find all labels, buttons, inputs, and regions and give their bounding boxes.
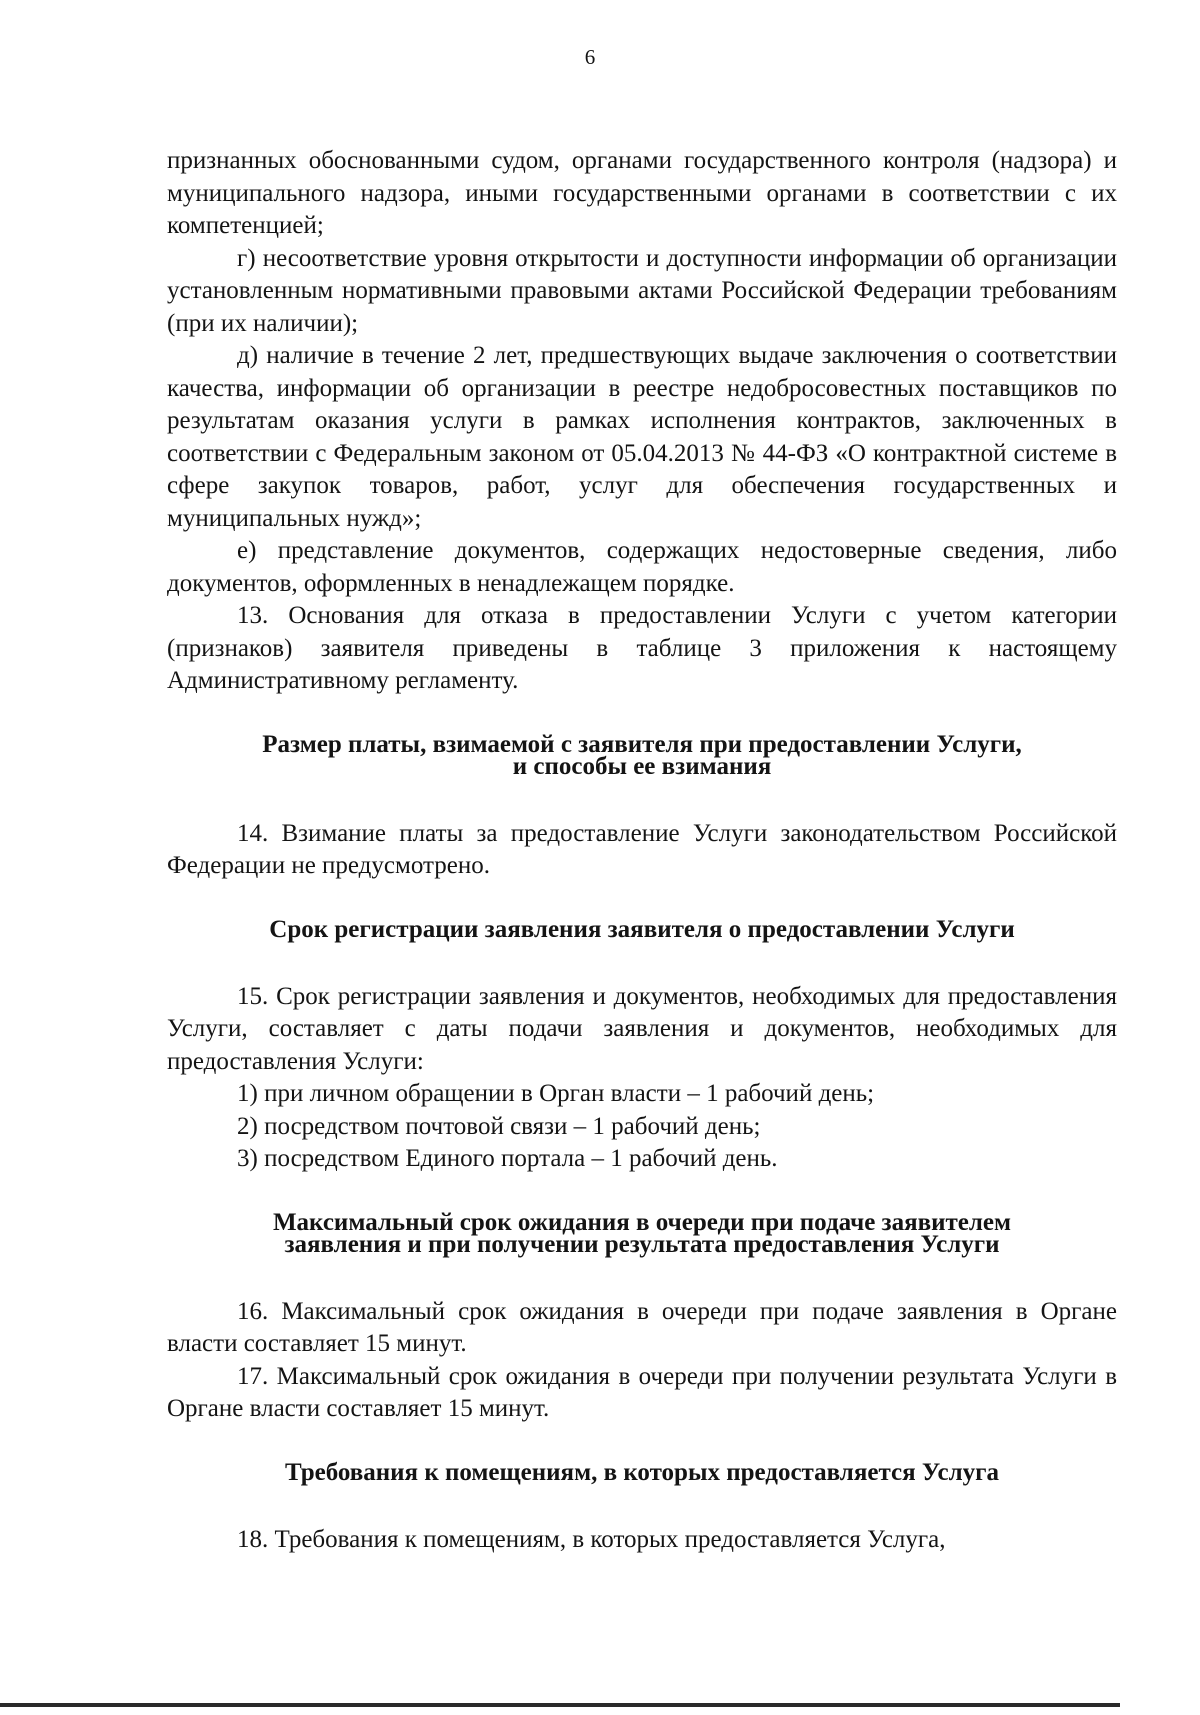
spacer bbox=[167, 941, 1117, 981]
paragraph: е) представление документов, содержащих недостоверные сведения, либо документов, оформленных в ненадлежащем порядке. bbox=[167, 537, 1117, 597]
section-heading: Размер платы, взимаемой с заявителя при предоставлении Услуги, и способы ее взимания bbox=[262, 730, 1022, 780]
paragraph: 17. Максимальный срок ожидания в очереди при получении результата Услуги в Органе власти составляет 15 минут. bbox=[167, 1362, 1117, 1422]
spacer bbox=[167, 778, 1117, 818]
paragraph: д) наличие в течение 2 лет, предшествующих выдаче заключения о соответствии качества, информации об организации в реестре недобросовестных поставщиков по результатам оказания услуги в рамках исполнения контрактов, заключенных в соответствии с Федеральным законом от 05.04.2013 № 44-ФЗ «О контрактной системе в сфере закупок товаров, работ, услуг для обеспечения государственных и муниципальных нужд»; bbox=[167, 342, 1117, 532]
section-heading: Максимальный срок ожидания в очереди при подаче заявителем заявления и при получении результата предоставления Услуги bbox=[272, 1208, 1012, 1258]
spacer bbox=[167, 1176, 1117, 1212]
spacer bbox=[167, 1426, 1117, 1462]
spacer bbox=[167, 1484, 1117, 1524]
paragraph: г) несоответствие уровня открытости и доступности информации об организации установленным нормативными правовыми актами Российской Федерации требованиям (при их наличии); bbox=[167, 244, 1117, 337]
paragraph: 14. Взимание платы за предоставление Услуги законодательством Российской Федерации не предусмотрено. bbox=[167, 819, 1117, 879]
spacer bbox=[167, 698, 1117, 734]
spacer bbox=[167, 883, 1117, 919]
paragraph: 13. Основания для отказа в предоставлении Услуги с учетом категории (признаков) заявителя приведены в таблице 3 приложения к настоящему Административному регламенту. bbox=[167, 602, 1117, 694]
paragraph: 2) посредством почтовой связи – 1 рабочий день; bbox=[237, 1112, 761, 1140]
paragraph: 15. Срок регистрации заявления и документов, необходимых для предоставления Услуги, составляет с даты подачи заявления и документов, необходимых для предоставления Услуги: bbox=[167, 982, 1117, 1075]
paragraph: 1) при личном обращении в Орган власти – 1 рабочий день; bbox=[237, 1080, 875, 1107]
paragraph: 16. Максимальный срок ожидания в очереди при подаче заявления в Органе власти составляет 15 минут. bbox=[167, 1297, 1117, 1357]
bottom-scan-edge bbox=[0, 1703, 1120, 1707]
section-heading: Требования к помещениям, в которых предоставляется Услуга bbox=[284, 1458, 1000, 1486]
paragraph: признанных обоснованными судом, органами государственного контроля (надзора) и муниципального надзора, иными государственными органами в соответствии с их компетенцией; bbox=[167, 147, 1117, 239]
spacer bbox=[167, 1256, 1117, 1296]
section-heading: Срок регистрации заявления заявителя о предоставлении Услуги bbox=[269, 915, 1015, 943]
paragraph: 18. Требования к помещениям, в которых предоставляется Услуга, bbox=[237, 1525, 946, 1553]
page-number: 6 bbox=[584, 45, 596, 69]
document-body bbox=[167, 145, 1117, 1556]
paragraph: 3) посредством Единого портала – 1 рабочий день. bbox=[237, 1145, 778, 1172]
